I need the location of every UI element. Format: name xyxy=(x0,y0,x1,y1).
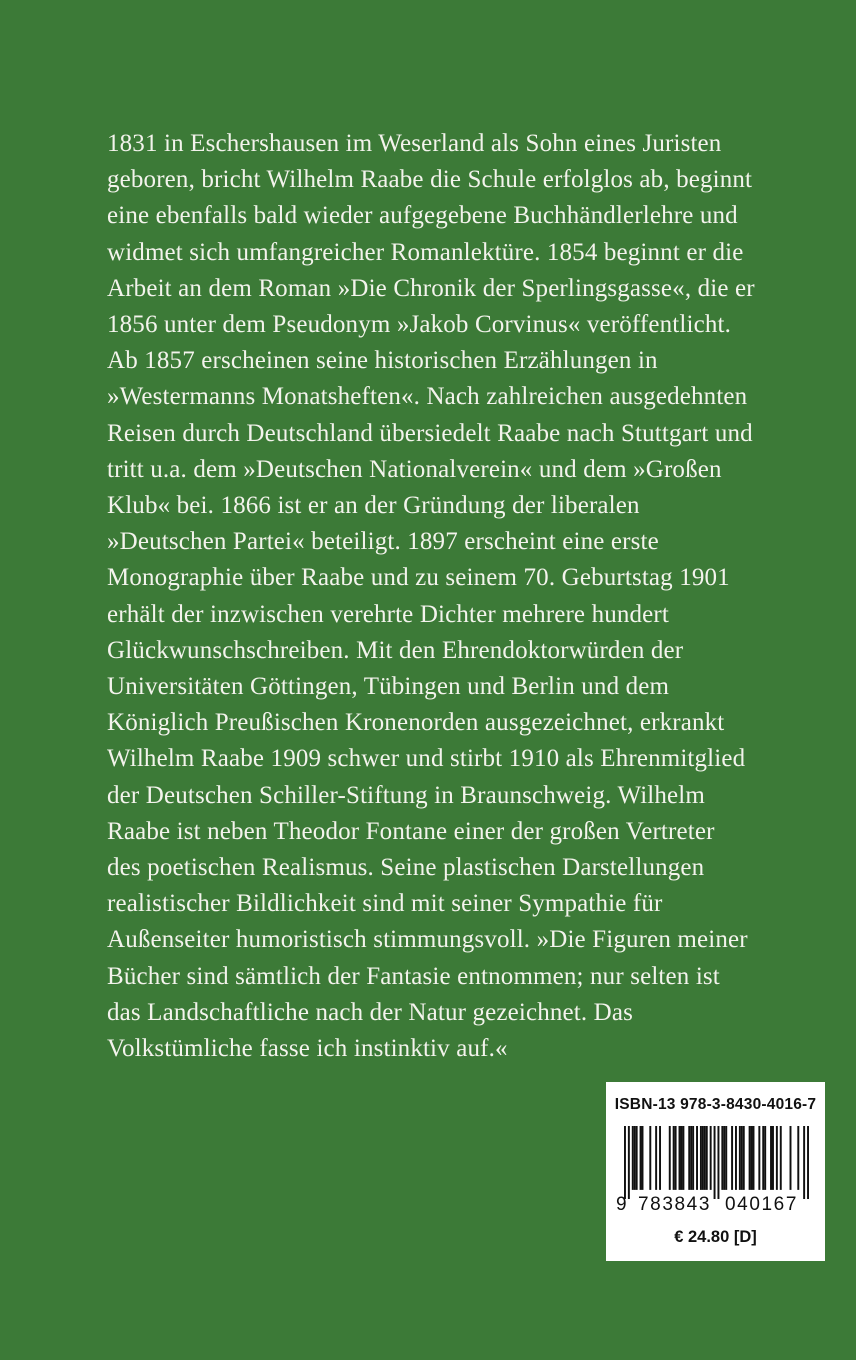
biography-line: Volkstümliche fasse ich instinktiv auf.« xyxy=(107,1035,508,1063)
biography-line: Reisen durch Deutschland übersiedelt Raabe nach Stuttgart und xyxy=(107,419,753,447)
barcode-icon xyxy=(624,1126,809,1199)
barcode-bar xyxy=(655,1126,657,1190)
isbn-label: ISBN-13 978-3-8430-4016-7 xyxy=(614,1096,817,1113)
barcode-bar xyxy=(772,1126,774,1190)
barcode-lead-digit: 9 xyxy=(616,1194,627,1215)
barcode-bar xyxy=(659,1126,661,1190)
barcode-bar xyxy=(714,1126,716,1199)
barcode-bar xyxy=(680,1126,682,1190)
barcode-bar xyxy=(741,1126,743,1190)
biography-line: tritt u.a. dem »Deutschen Nationalverein« und dem »Großen xyxy=(107,455,722,483)
barcode-bar xyxy=(640,1126,642,1190)
biography-line: Klub« bei. 1866 ist er an der Gründung der liberalen xyxy=(107,492,640,520)
biography-line: des poetischen Realismus. Seine plastischen Darstellungen xyxy=(107,854,705,882)
biography-line: Wilhelm Raabe 1909 schwer und stirbt 1910 als Ehrenmitglied xyxy=(107,745,746,773)
barcode-bar xyxy=(723,1126,725,1190)
barcode-bar xyxy=(764,1126,766,1190)
barcode-bar xyxy=(780,1126,782,1190)
barcode-bar xyxy=(634,1126,636,1190)
biography-line: 1856 unter dem Pseudonym »Jakob Corvinus« veröffentlicht. xyxy=(107,311,731,339)
biography-line: Monographie über Raabe und zu seinem 70. Geburtstag 1901 xyxy=(107,564,730,592)
barcode-bar xyxy=(632,1126,634,1190)
biography-line: »Westermanns Monatsheften«. Nach zahlreichen ausgedehnten xyxy=(107,383,748,411)
barcode-bar xyxy=(624,1126,626,1199)
biography-line: »Deutschen Partei« beteiligt. 1897 erscheint eine erste xyxy=(107,528,659,556)
barcode-bar xyxy=(682,1126,684,1190)
author-biography xyxy=(107,126,787,1067)
barcode-bar xyxy=(721,1126,723,1190)
barcode-bar xyxy=(675,1126,677,1190)
barcode-bar xyxy=(669,1126,671,1190)
barcode-bar xyxy=(731,1126,733,1190)
barcode-digits xyxy=(616,1194,821,1216)
biography-line: Glückwunschschreiben. Mit den Ehrendoktorwürden der xyxy=(107,636,684,664)
barcode-bar xyxy=(743,1126,745,1190)
barcode-bar xyxy=(688,1126,690,1190)
barcode-right-group: 040167 xyxy=(725,1194,799,1215)
barcode-bar xyxy=(717,1126,719,1199)
barcode-bar xyxy=(690,1126,692,1190)
barcode-bar xyxy=(704,1126,706,1190)
biography-line: Außenseiter humoristisch stimmungsvoll. »Die Figuren meiner xyxy=(107,926,748,954)
barcode-bar xyxy=(807,1126,809,1199)
barcode-bar xyxy=(679,1126,681,1190)
biography-line: widmet sich umfangreicher Romanlektüre. 1854 beginnt er die xyxy=(107,238,744,266)
biography-line: 1831 in Eschershausen im Weserland als Sohn eines Juristen xyxy=(107,130,722,157)
barcode-bar xyxy=(797,1126,799,1190)
price-label: € 24.80 [D] xyxy=(674,1228,757,1246)
barcode-bar xyxy=(753,1126,755,1190)
barcode-bar xyxy=(751,1126,753,1190)
biography-line: das Landschaftliche nach der Natur gezeichnet. Das xyxy=(107,998,634,1026)
barcode-bar xyxy=(725,1126,727,1190)
barcode-bar xyxy=(642,1126,644,1190)
biography-line: Universitäten Göttingen, Tübingen und Berlin und dem xyxy=(107,673,670,701)
barcode-bar xyxy=(696,1126,698,1190)
barcode-bar xyxy=(702,1126,704,1190)
barcode-bar xyxy=(776,1126,778,1190)
barcode-bar xyxy=(628,1126,630,1199)
biography-line: Ab 1857 erscheinen seine historischen Erzählungen in xyxy=(107,347,658,375)
isbn-barcode-box xyxy=(606,1082,825,1261)
barcode-left-group: 783843 xyxy=(638,1194,712,1215)
barcode-bar xyxy=(636,1126,638,1190)
biography-line: Raabe ist neben Theodor Fontane einer der großen Vertreter xyxy=(107,817,715,845)
biography-line: realistischer Bildlichkeit sind mit seiner Sympathie für xyxy=(107,890,663,918)
barcode-bar xyxy=(749,1126,751,1190)
barcode-bar xyxy=(673,1126,675,1190)
biography-line: Arbeit an dem Roman »Die Chronik der Sperlingsgasse«, die er xyxy=(107,274,755,302)
barcode-bar xyxy=(803,1126,805,1199)
barcode-bar xyxy=(790,1126,792,1190)
barcode-bar xyxy=(735,1126,737,1190)
biography-line: der Deutschen Schiller-Stiftung in Braunschweig. Wilhelm xyxy=(107,781,705,809)
barcode-bar xyxy=(710,1126,712,1190)
barcode-bar xyxy=(700,1126,702,1190)
barcode-bar xyxy=(758,1126,760,1190)
barcode-bar xyxy=(770,1126,772,1190)
barcode-bar xyxy=(649,1126,651,1190)
barcode-bar xyxy=(692,1126,694,1190)
biography-line: Königlich Preußischen Kronenorden ausgezeichnet, erkrankt xyxy=(107,709,725,737)
barcode-bar xyxy=(739,1126,741,1190)
barcode-bar xyxy=(762,1126,764,1190)
biography-line: geboren, bricht Wilhelm Raabe die Schule erfolglos ab, beginnt xyxy=(107,166,753,194)
biography-line: Bücher sind sämtlich der Fantasie entnommen; nur selten ist xyxy=(107,962,720,990)
barcode-bar xyxy=(706,1126,708,1190)
biography-line: erhält der inzwischen verehrte Dichter mehrere hundert xyxy=(107,600,669,628)
biography-line: eine ebenfalls bald wieder aufgegebene Buchhändlerlehre und xyxy=(107,202,738,230)
